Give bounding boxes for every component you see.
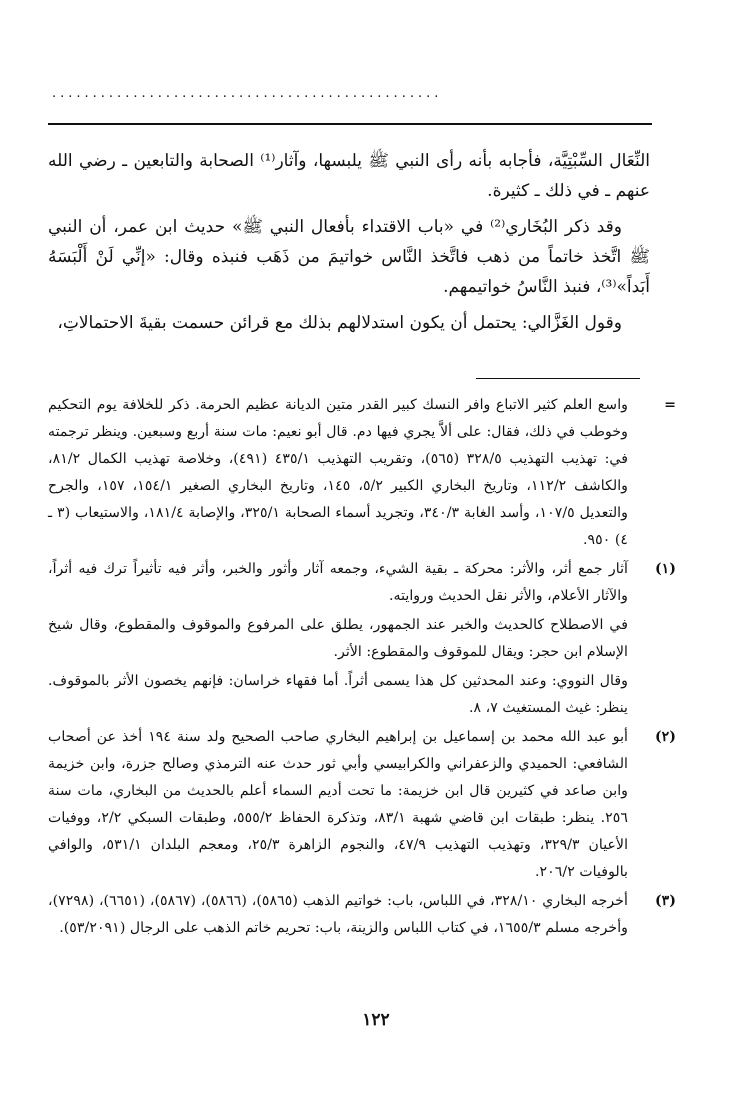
footnote-1-text-c: وقال النووي: وعند المحدثين كل هذا يسمى أثراً. أما فقهاء خراسان: فإنهم يخصون الأثر بالموقوف. ينظر: غيث المستغيث ٧، ٨. [48, 673, 628, 716]
header-dotted-line: ................................................ [52, 86, 443, 101]
main-paragraph-2: وقد ذكر البُخَاري⁽²⁾ في «باب الاقتداء بأفعال النبي ﷺ» حديث ابن عمر، أن النبي ﷺ اتَّخذ خاتماً من ذهب فاتَّخذ النَّاس خواتيمَ من ذَهَب فنبذه وقال: «إنِّي لَنْ أَلْبَسَهُ أَبَداً»⁽³⁾، فنبذ النَّاسُ خواتيمهم. [48, 217, 650, 297]
footnote-number: (٢) [654, 729, 676, 745]
footnote-3 [48, 888, 676, 942]
footnote-continued [48, 392, 676, 554]
main-paragraph-3: وقول الغَزَّالي: يحتمل أن يكون استدلالهم بذلك مع قرائن حسمت بقيةَ الاحتمالاتِ، [57, 313, 622, 333]
footnote-1-text-a: آثار جمع أثر، والأثر: محركة ـ بقية الشيء، وجمعه آثار وأثور والخبر، وأثر فيه تأثيراً ترك فيه أثراً، والآثار الأعلام، والأثر نقل الحديث وروايته. [48, 561, 628, 604]
footnote-1 [48, 556, 676, 722]
main-paragraph-1: النِّعَال السِّبْتِيَّة، فأجابه بأنه رأى النبي ﷺ يلبسها، وآثار⁽¹⁾ الصحابة والتابعين ـ رضي الله عنهم ـ في ذلك ـ كثيرة. [48, 151, 651, 201]
main-text [48, 146, 650, 344]
footnote-2 [48, 724, 676, 886]
footnote-1-text-b: في الاصطلاح كالحديث والخبر عند الجمهور، يطلق على المرفوع والموقوف والمقطوع، وقال شيخ الإسلام ابن حجر: ويقال للموقوف والمقطوع: الأثر. [48, 617, 628, 660]
footnote-continued-text: واسع العلم كثير الاتباع وافر النسك كبير القدر متين الديانة عظيم الحرمة. ذكر للخلافة يوم التحكيم وخوطب في ذلك، فقال: على ألاَّ يجري فيها دم. قال أبو نعيم: مات سنة أربع وسبعين. وينظر ترجمته في: تهذيب التهذيب ٣٢٨/٥ (٥٦٥)، وتقريب التهذيب ٤٣٥/١ (٤٩١)، وخلاصة تهذيب الكمال ٨١/٢، والكاشف ١١٢/٢، وتاريخ البخاري الكبير ٥/٢، ١٤٥، وتاريخ البخاري الصغير ١٥٤/١، ١٥٧، والجرح والتعديل ١٠٧/٥، وأسد الغابة ٣٤٠/٣، وتجريد أسماء الصحابة ٣٢٥/١، والإصابة ١٨١/٤، والاستيعاب (٣ ـ ٤) ٩٥٠. [48, 397, 629, 548]
footnote-separator [476, 378, 640, 379]
footnote-2-text: أبو عبد الله محمد بن إسماعيل بن إبراهيم البخاري صاحب الصحيح ولد سنة ١٩٤ أخذ عن أصحاب الشافعي: الحميدي والزعفراني والكرابيسي وأبي ثور حدث عنه الترمذي وصالح جزرة، وابن خزيمة وابن صاعد في كثيرين قال ابن خزيمة: ما تحت أديم السماء أعلم بالحديث من البخاري، مات سنة ٢٥٦. ينظر: طبقات ابن قاضي شهبة ٨٣/١، وتذكرة الحفاظ ٥٥٥/٢، وطبقات السبكي ٢/٢، ووفيات الأعيان ٣٢٩/٣، وتهذيب التهذيب ٤٧/٩، والنجوم الزاهرة ٢٥/٣، ومعجم البلدان ٥٣١/١، والوافي بالوفيات ٢٠٦/٢. [48, 729, 629, 880]
footnotes [48, 392, 676, 944]
footnote-number: (١) [654, 561, 676, 577]
footnote-3-text: أخرجه البخاري ٣٢٨/١٠، في اللباس، باب: خواتيم الذهب (٥٨٦٥)، (٥٨٦٦)، (٥٨٦٧)، (٦٦٥١)، (٧٢٩٨)، وأخرجه مسلم ١٦٥٥/٣، في كتاب اللباس والزينة، باب: تحريم خاتم الذهب على الرجال (٥٣/٢٠٩١). [48, 893, 628, 936]
page-number: ١٢٢ [362, 1010, 390, 1030]
footnote-number: (٣) [654, 893, 676, 909]
footnote-continuation-marker: = [664, 397, 676, 413]
header-rule [48, 123, 652, 125]
